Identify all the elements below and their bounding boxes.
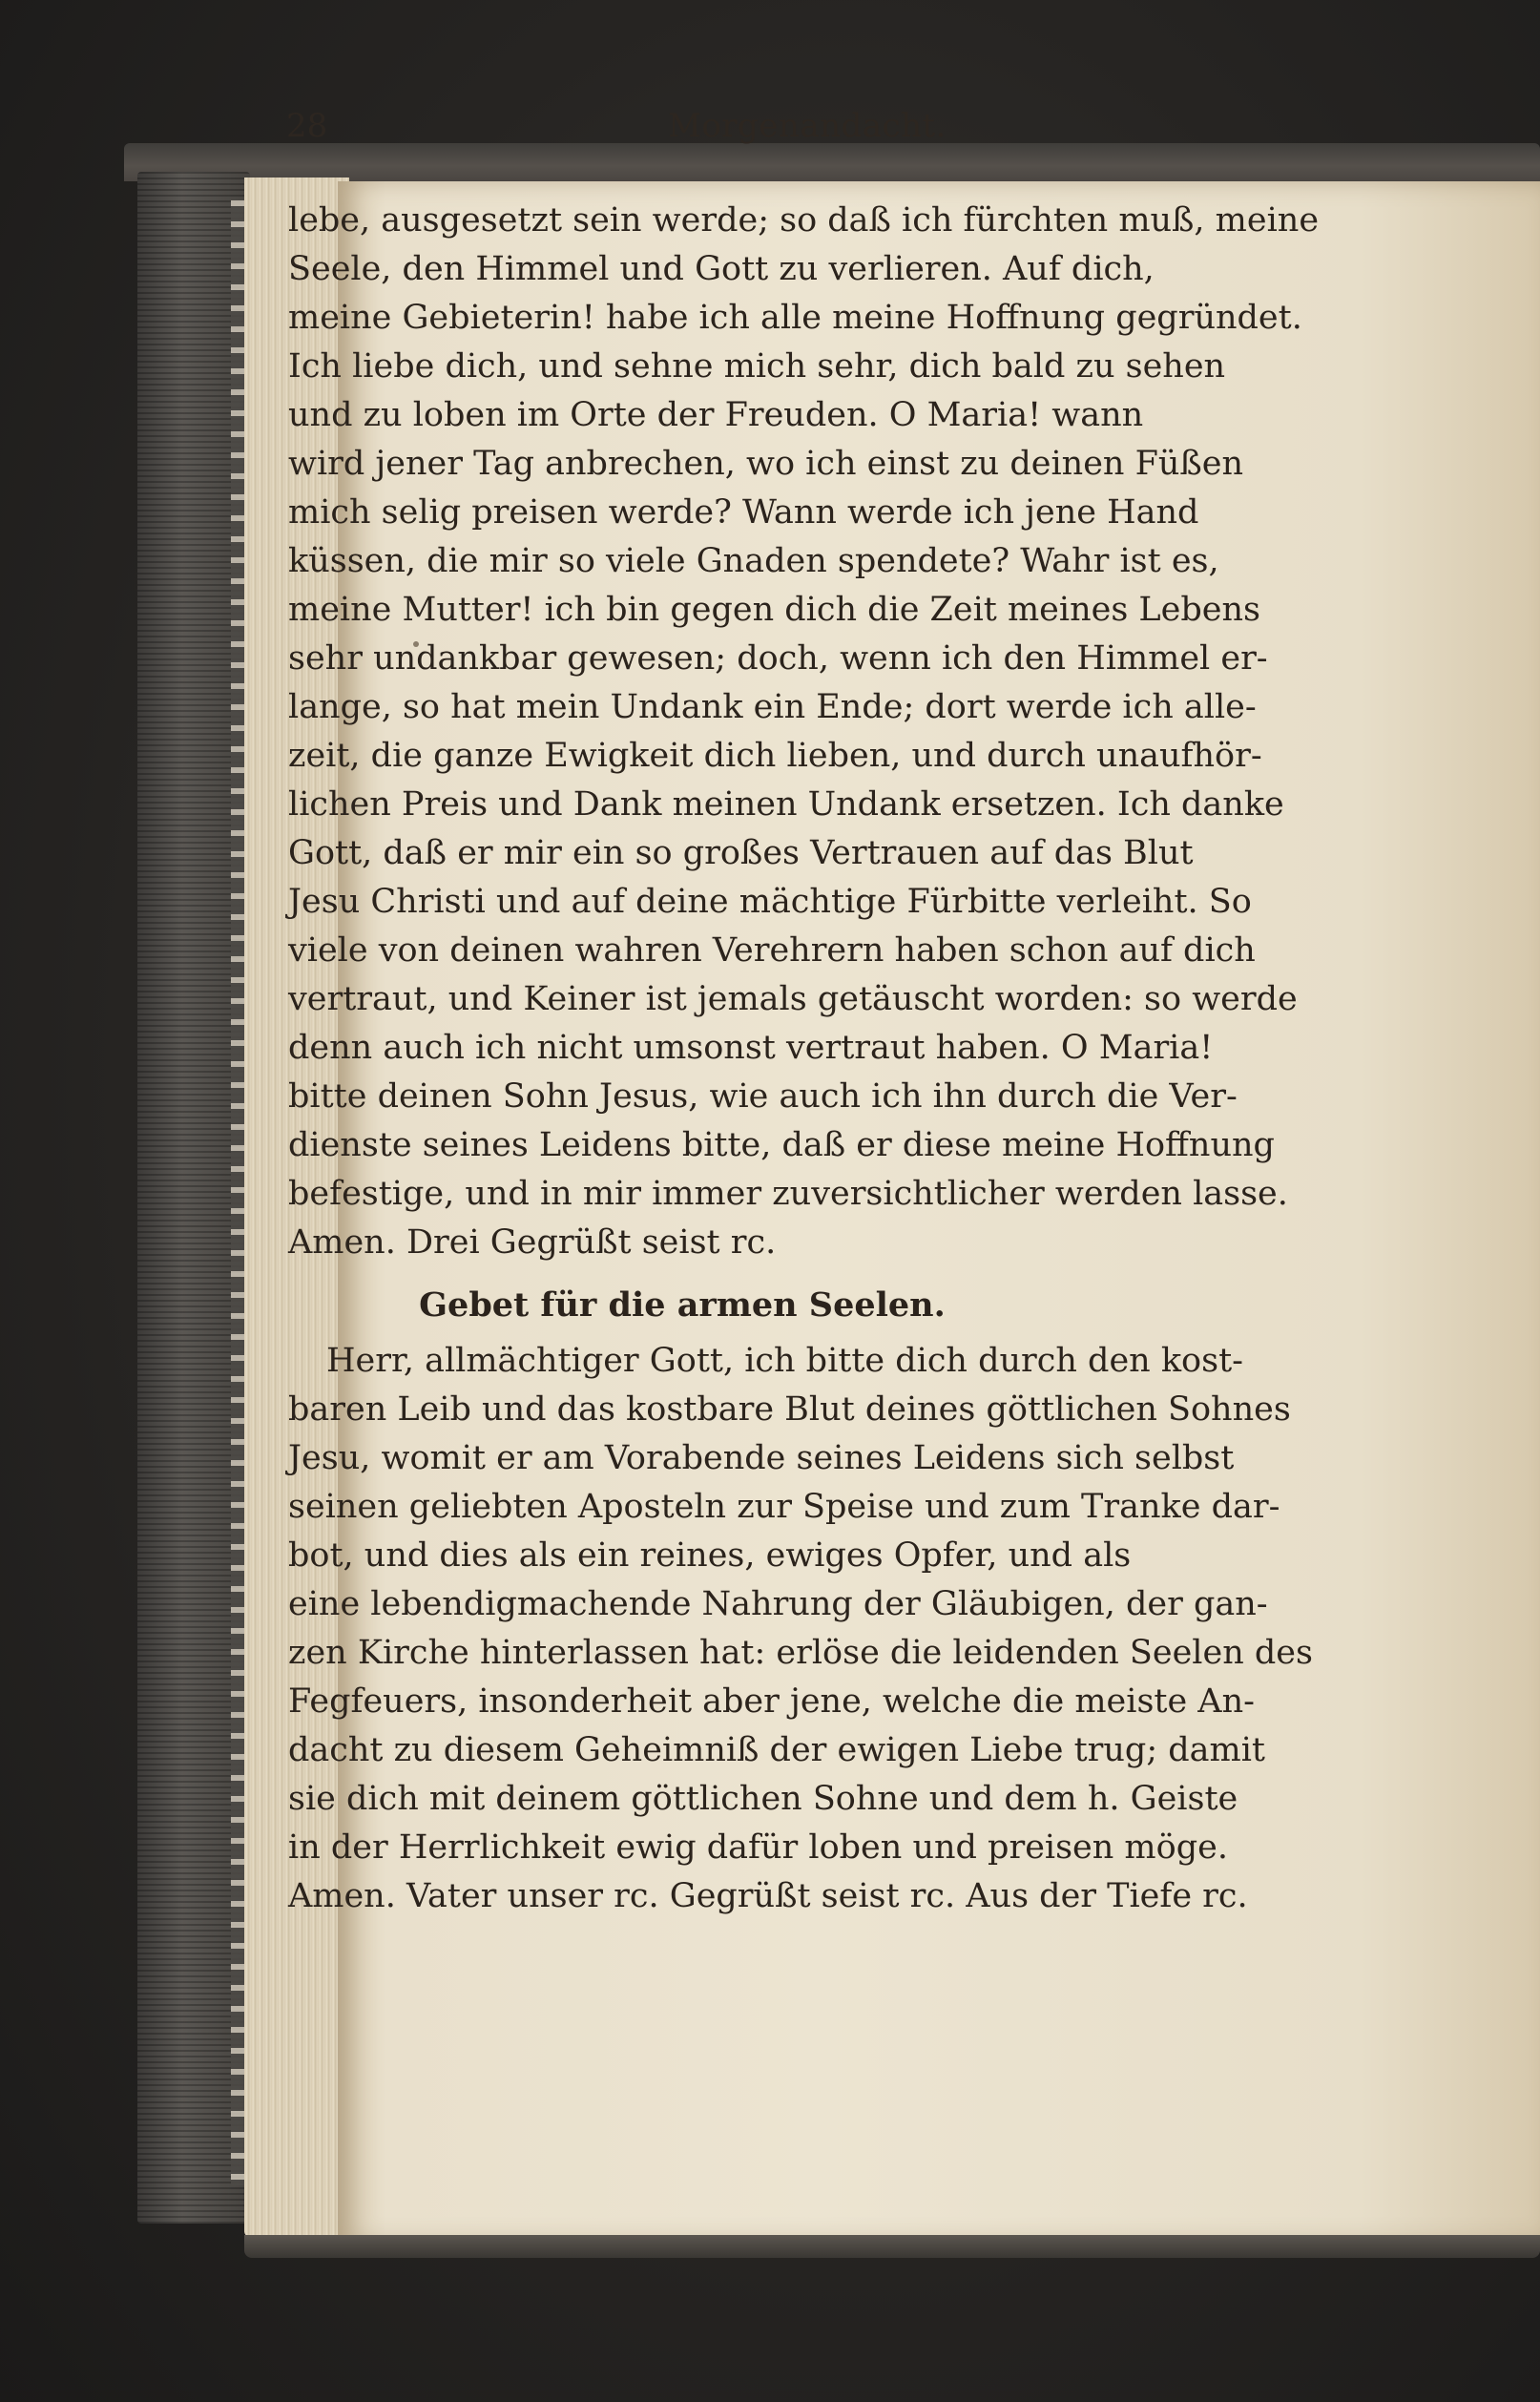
text-line: Jesu, womit er am Vorabende seines Leidens sich selbst: [288, 1439, 1235, 1477]
text-line: eine lebendigmachende Nahrung der Gläubigen, der gan-: [288, 1585, 1268, 1623]
prayer-for-souls-text: [288, 1337, 1313, 1921]
spine-stitching: [231, 200, 244, 2185]
text-line: lichen Preis und Dank meinen Undank ersetzen. Ich danke: [288, 785, 1284, 824]
text-line: meine Mutter! ich bin gegen dich die Zeit meines Lebens: [288, 591, 1260, 629]
text-line: zen Kirche hinterlassen hat: erlöse die leidenden Seelen des: [288, 1634, 1313, 1672]
text-line: bitte deinen Sohn Jesus, wie auch ich ihn durch die Ver-: [288, 1077, 1238, 1116]
text-line: dacht zu diesem Geheimniß der ewigen Liebe trug; damit: [288, 1731, 1265, 1769]
section-heading: Gebet für die armen Seelen.: [419, 1285, 946, 1325]
text-line: in der Herrlichkeit ewig dafür loben und preisen möge.: [288, 1828, 1228, 1867]
text-line: zeit, die ganze Ewigkeit dich lieben, und durch unaufhör-: [288, 737, 1262, 775]
text-line: befestige, und in mir immer zuversichtlicher werden lasse.: [288, 1175, 1288, 1213]
text-line: baren Leib und das kostbare Blut deines göttlichen Sohnes: [288, 1390, 1291, 1429]
text-line: küssen, die mir so viele Gnaden spendete? Wahr ist es,: [288, 542, 1219, 580]
text-line: vertraut, und Keiner ist jemals getäuscht worden: so werde: [288, 980, 1298, 1018]
text-line: bot, und dies als ein reines, ewiges Opfer, und als: [288, 1536, 1132, 1575]
text-line: Jesu Christi und auf deine mächtige Fürbitte verleiht. So: [288, 883, 1252, 921]
text-line: mich selig preisen werde? Wann werde ich jene Hand: [288, 493, 1199, 532]
text-line: viele von deinen wahren Verehrern haben schon auf dich: [288, 931, 1256, 970]
text-line: Seele, den Himmel und Gott zu verlieren. Auf dich,: [288, 250, 1155, 288]
running-head: Morgenandacht.: [668, 107, 947, 145]
page-header: [286, 107, 1050, 164]
text-line: seinen geliebten Aposteln zur Speise und zum Tranke dar-: [288, 1488, 1280, 1526]
text-line: Gott, daß er mir ein so großes Vertrauen auf das Blut: [288, 834, 1194, 872]
text-line: und zu loben im Orte der Freuden. O Maria! wann: [288, 396, 1144, 434]
text-line: meine Gebieterin! habe ich alle meine Hoffnung gegründet.: [288, 299, 1302, 337]
text-line: dienste seines Leidens bitte, daß er diese meine Hoffnung: [288, 1126, 1275, 1164]
text-line: Fegfeuers, insonderheit aber jene, welche die meiste An-: [288, 1682, 1255, 1721]
text-line: lange, so hat mein Undank ein Ende; dort werde ich alle-: [288, 688, 1257, 726]
text-line: Amen. Vater unser rc. Gegrüßt seist rc. Aus der Tiefe rc.: [288, 1877, 1248, 1915]
text-line: wird jener Tag anbrechen, wo ich einst zu deinen Füßen: [288, 445, 1244, 483]
text-line: Ich liebe dich, und sehne mich sehr, dich bald zu sehen: [288, 347, 1226, 386]
page-number: 28: [286, 107, 328, 145]
text-line: Amen. Drei Gegrüßt seist rc.: [288, 1223, 777, 1262]
book-cover-bottom-edge: [244, 2235, 1540, 2258]
text-line: sehr undankbar gewesen; doch, wenn ich den Himmel er-: [288, 639, 1268, 678]
text-line: sie dich mit deinem göttlichen Sohne und dem h. Geiste: [288, 1780, 1238, 1818]
text-line: lebe, ausgesetzt sein werde; so daß ich fürchten muß, meine: [288, 201, 1320, 240]
text-line: Herr, allmächtiger Gott, ich bitte dich durch den kost-: [326, 1342, 1243, 1380]
text-line: denn auch ich nicht umsonst vertraut haben. O Maria!: [288, 1029, 1214, 1067]
morning-prayer-text: [288, 197, 1320, 1267]
